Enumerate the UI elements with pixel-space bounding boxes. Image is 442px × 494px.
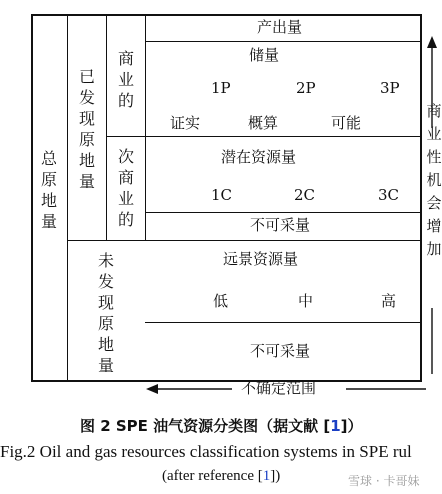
row-divider-production xyxy=(145,41,422,42)
contingent-title: 潜在资源量 xyxy=(221,148,297,166)
row-divider-unrecoverable-lower xyxy=(145,322,422,323)
figure-caption-cn xyxy=(80,415,363,436)
uncertainty-label: 不确定范围 xyxy=(241,379,317,397)
contingent-code-3c: 3C xyxy=(378,186,400,204)
row-divider-discovered xyxy=(67,240,422,241)
reserves-level-proved: 证实 xyxy=(170,114,201,132)
caption-cn-reference-link[interactable]: 1 xyxy=(330,417,341,435)
figure-caption-en: Fig.2 Oil and gas resources classification systems in SPE rul xyxy=(0,442,412,461)
caption-cn-suffix: ]） xyxy=(340,417,363,435)
discovered-in-place-label: 已发现原地量 xyxy=(78,67,95,191)
production-label: 产出量 xyxy=(257,18,303,36)
caption-en-prefix: (after reference [ xyxy=(162,468,263,484)
caption-cn-prefix: 图 2 SPE 油气资源分类图（据文献 [ xyxy=(80,417,331,435)
reserves-code-1p: 1P xyxy=(211,79,231,97)
column-divider-total xyxy=(67,14,68,382)
prospective-level-high: 高 xyxy=(381,292,397,310)
figure-caption-en-reference xyxy=(162,468,280,485)
column-divider-commercial xyxy=(145,14,146,240)
reserves-title: 储量 xyxy=(249,46,280,64)
reserves-code-3p: 3P xyxy=(380,79,400,97)
subcommercial-label: 次商业的 xyxy=(117,147,134,229)
row-divider-commercial xyxy=(106,136,422,137)
prospective-title: 远景资源量 xyxy=(223,250,299,268)
caption-en-reference-link[interactable]: 1 xyxy=(262,468,271,484)
reserves-level-possible: 可能 xyxy=(331,114,362,132)
row-divider-unrecoverable-upper xyxy=(145,212,422,213)
reserves-level-probable: 概算 xyxy=(248,114,279,132)
contingent-code-2c: 2C xyxy=(294,186,316,204)
commercial-chance-label: 商业性机会增加 xyxy=(426,102,442,258)
contingent-code-1c: 1C xyxy=(211,186,233,204)
undiscovered-in-place-label: 未发现原地量 xyxy=(97,251,114,375)
prospective-level-mid: 中 xyxy=(298,292,314,310)
unrecoverable-lower-label: 不可采量 xyxy=(250,342,311,360)
unrecoverable-upper-label: 不可采量 xyxy=(250,216,311,234)
total-in-place-label: 总原地量 xyxy=(40,149,57,231)
reserves-code-2p: 2P xyxy=(296,79,316,97)
column-divider-discovered xyxy=(106,14,107,240)
watermark: 雪球 · 卡哥妹 xyxy=(348,474,420,488)
caption-en-suffix: ]) xyxy=(270,468,281,484)
prospective-level-low: 低 xyxy=(213,292,229,310)
commercial-label: 商业的 xyxy=(117,49,134,110)
